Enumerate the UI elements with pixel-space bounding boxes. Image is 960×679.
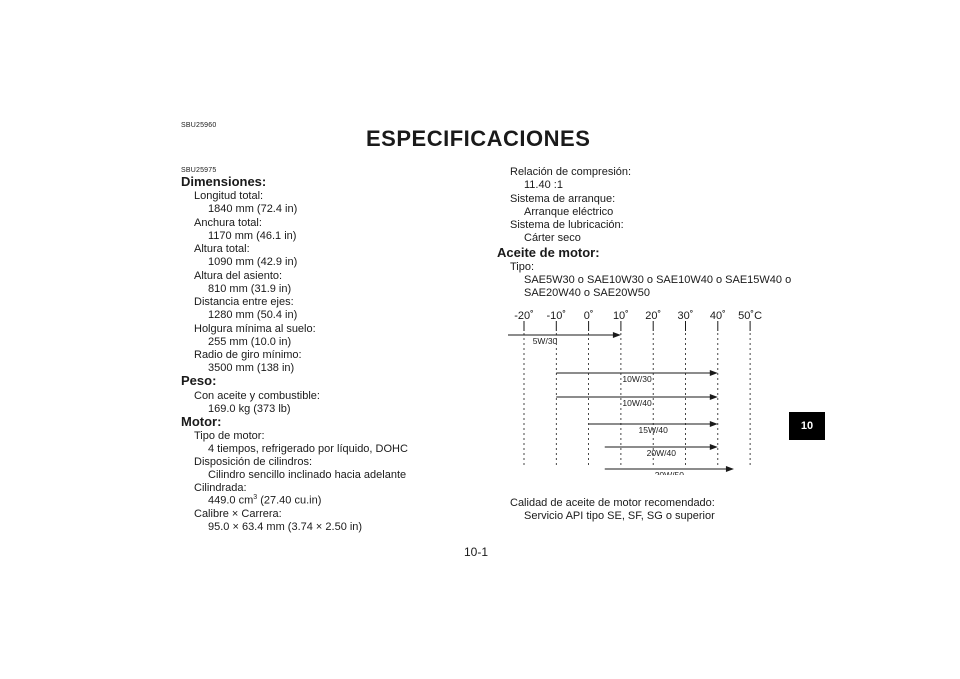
engine-type-label: Tipo de motor:	[194, 430, 265, 442]
dimension-value: 1170 mm (46.1 in)	[208, 229, 297, 242]
weight-label: Con aceite y combustible:	[194, 390, 320, 402]
grade-label: 5W/30	[532, 336, 558, 346]
dimension-label: Radio de giro mínimo:	[194, 349, 302, 361]
spec-value: Cárter seco	[524, 232, 581, 244]
oil-viscosity-chart	[500, 305, 770, 480]
engine-heading: Motor:	[181, 414, 222, 429]
oil-quality-value: Servicio API tipo SE, SF, SG o superior	[524, 510, 715, 522]
grade-label: 10W/30	[622, 374, 652, 384]
dimension-value: 1840 mm (72.4 in)	[208, 203, 298, 215]
dimension-value: 1280 mm (50.4 in)	[208, 309, 298, 321]
dimension-label: Longitud total:	[194, 190, 264, 202]
oil-quality-label: Calidad de aceite de motor recomendado:	[510, 497, 715, 509]
temp-tick-label: 20˚	[645, 310, 662, 322]
bore-stroke-value: 95.0 × 63.4 mm (3.74 × 2.50 in)	[208, 521, 363, 533]
dimension-value: 810 mm (31.9 in)	[208, 282, 292, 295]
temp-tick-label: -20˚	[514, 310, 534, 322]
grade-arrowhead	[726, 466, 734, 472]
chapter-tab[interactable]: 10	[789, 412, 825, 440]
bore-stroke-label: Calibre × Carrera:	[194, 508, 282, 520]
header-code: SBU25960	[181, 122, 217, 129]
spec-label: Relación de compresión:	[510, 166, 632, 178]
oil-type-label: Tipo:	[510, 261, 535, 273]
weight-heading: Peso:	[181, 373, 217, 388]
temp-tick-label: -10˚	[546, 310, 567, 322]
temp-tick-label: 0˚	[583, 310, 594, 322]
displacement-value: 449.0 $cm^3$ (27.40 cu.in)	[208, 494, 322, 507]
oil-type-line1: SAE5W30 o SAE10W30 o SAE10W40 o SAE15W40 o	[524, 274, 792, 286]
spec-value: 11.40 :1	[524, 179, 563, 191]
grade-label: 10W/40	[622, 398, 652, 408]
grade-arrowhead	[710, 444, 718, 450]
dimension-value: 255 mm (10.0 in)	[208, 335, 292, 348]
temp-tick-label: 50˚C	[738, 310, 763, 322]
dimension-value: 1090 mm (42.9 in)	[208, 256, 298, 268]
dimensions-heading: Dimensiones:	[181, 174, 267, 189]
temp-tick-label: 10˚	[612, 310, 629, 322]
dimension-label: Altura total:	[194, 243, 250, 255]
grade-arrowhead	[710, 394, 718, 400]
weight-value: 169.0 kg (373 lb)	[208, 403, 291, 415]
grade-arrowhead	[613, 332, 621, 338]
spec-value: Arranque eléctrico	[524, 205, 614, 218]
grade-label: 20W/40	[646, 448, 676, 458]
dimension-value: 3500 mm (138 in)	[208, 362, 295, 374]
grade-label: 15W/40	[638, 425, 668, 435]
left-section-code: SBU25975	[181, 167, 217, 174]
oil-heading: Aceite de motor:	[497, 245, 600, 260]
engine-type-value: 4 tiempos, refrigerado por líquido, DOHC	[208, 443, 408, 455]
spec-label: Sistema de arranque:	[510, 192, 616, 205]
displacement-label: Cilindrada:	[194, 482, 247, 494]
temp-tick-label: 30˚	[677, 310, 694, 322]
cylinder-value: Cilindro sencillo inclinado hacia adelante	[208, 469, 407, 481]
spec-label: Sistema de lubricación:	[510, 219, 624, 231]
oil-type-line2: SAE20W40 o SAE20W50	[524, 287, 650, 299]
grade-arrowhead	[710, 370, 718, 376]
grade-arrowhead	[710, 421, 718, 427]
grade-label: 20W/50	[654, 470, 684, 475]
dimension-label: Distancia entre ejes:	[194, 296, 294, 308]
page-title: ESPECIFICACIONES	[366, 126, 591, 151]
temp-tick-label: 40˚	[709, 310, 726, 322]
dimension-label: Altura del asiento:	[194, 269, 283, 282]
page-number: 10-1	[464, 545, 489, 559]
dimension-label: Holgura mínima al suelo:	[194, 322, 316, 335]
dimension-label: Anchura total:	[194, 216, 262, 229]
cylinder-label: Disposición de cilindros:	[194, 456, 312, 468]
